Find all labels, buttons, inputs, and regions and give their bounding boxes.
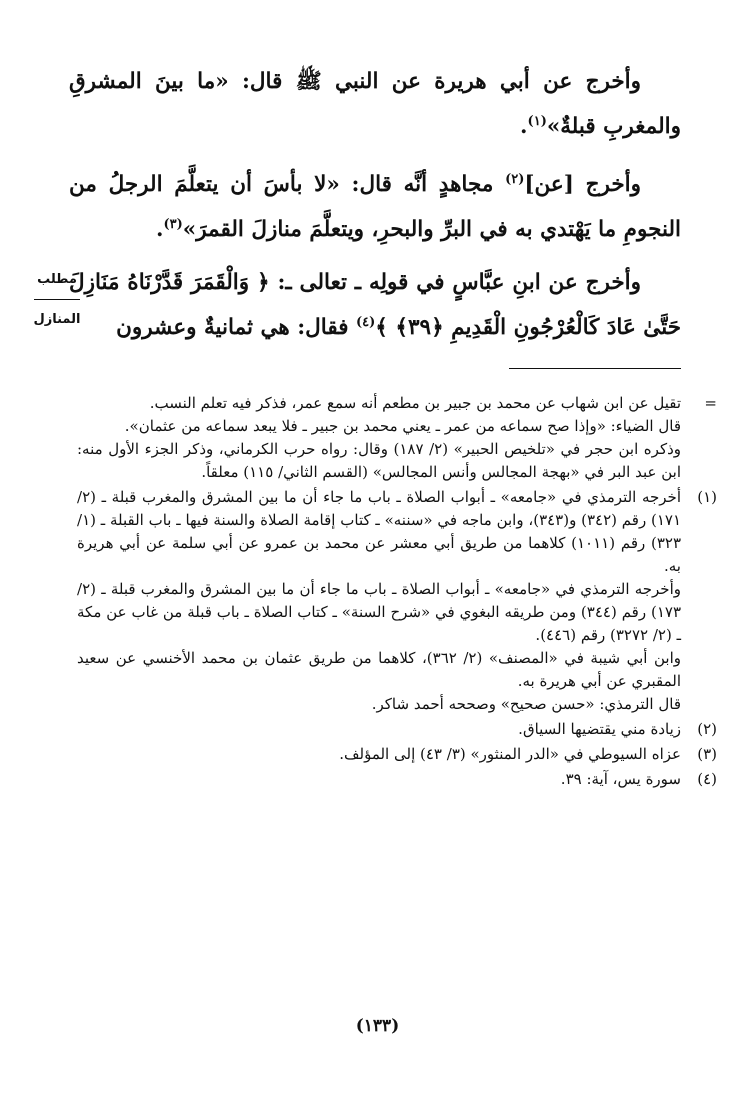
continuation-marker: = [704,394,717,412]
continuation-line: تقيل عن ابن شهاب عن محمد بن جبير بن مطعم أنه سمع عمر، فذكر فيه تعلم النسب. [149,394,681,412]
footnote-4-body [77,768,681,791]
paragraph-2 [69,160,681,250]
footnote-line: عزاه السيوطي في «الدر المنثور» (٣/ ٤٣) إلى المؤلف. [339,745,681,763]
footnote-1-body [77,486,681,716]
paragraph-3-tail: فقال: هي ثمانيةٌ وعشرون [116,315,356,341]
footnote-number: (٤) [697,770,717,788]
footnote-3-body [77,743,681,766]
footnote-2 [77,718,717,741]
footnote-line: قال الترمذي: «حسن صحيح» وصححه أحمد شاكر. [371,695,681,713]
footnote-4 [77,768,717,791]
footnote-ref-3: (٣) [163,217,183,233]
footnote-number: (٢) [697,720,717,738]
paragraph-2-text: وأخرج [عن] [524,172,641,198]
footnote-3 [77,743,717,766]
continuation-line: قال الضياء: «وإذا صح سماعه من عمر ـ يعني محمد بن جبير ـ فلا يبعد سماعه من عثمان». [124,417,681,435]
footnote-separator [509,368,681,369]
paragraph-2-tail: . [155,217,164,243]
footnote-line: وأخرجه الترمذي في «جامعه» ـ أبواب الصلاة ـ باب ما جاء أن ما بين المشرق والمغرب قبلة ـ (٢/ ١٧٣) رقم (٣٤٤) ومن طريقه البغوي في «شرح السنة» ـ كتاب الصلاة ـ باب قبلة من غاب عن مكة ـ (٢/ ٣٢٧٢) رقم (٤٤٦). [77,580,681,644]
footnote-line: وابن أبي شيبة في «المصنف» (٢/ ٣٦٢)، كلاهما من طريق عثمان بن محمد الأخنسي عن سعيد المقبري عن أبي هريرة به. [77,649,682,690]
paragraph-1 [69,62,681,147]
footnote-continuation [77,392,717,484]
footnote-ref-4: (٤) [355,315,376,331]
page-number: (١٣٣) [355,1016,400,1036]
footnote-line: زيادة مني يقتضيها السياق. [518,720,681,738]
footnote-2-body [77,718,681,741]
paragraph-2-text-cont: مجاهدٍ أنَّه قال: «لا بأسَ أن يتعلَّمَ الرجلُ من النجومِ ما يَهْتدي به في البرِّ والبحرِ، ويتعلَّمَ منازلَ القمرَ» [69,172,681,243]
footnote-1 [77,486,717,716]
paragraph-1-text: وأخرج عن أبي هريرة عن النبي ﷺ قال: «ما بينَ المشرقِ والمغربِ قبلةٌ» [69,69,681,140]
footnote-line: أخرجه الترمذي في «جامعه» ـ أبواب الصلاة ـ باب ما جاء أن ما بين المشرق والمغرب قبلة ـ (٢/ ١٧١) رقم (٣٤٢) و(٣٤٣)، وابن ماجه في «سننه» ـ كتاب إقامة الصلاة والسنة فيها ـ باب القبلة ـ (١/ ٣٢٣) رقم (١٠١١) كلاهما من طريق أبي معشر عن محمد بن عمرو عن أبي سلمة عن أبي هريرة به. [77,488,682,575]
footnote-line: سورة يس، آية: ٣٩. [560,770,681,788]
footnote-number: (٣) [697,745,717,763]
main-text-block [69,62,681,362]
margin-note-line-1: مطلب [37,272,77,287]
paragraph-3-text: وأخرج عن ابنِ عبَّاسٍ في قولِه ـ تعالى ـ: ﴿ وَالْقَمَرَ قَدَّرْنَاهُ مَنَازِلَ حَتَّىٰ عَادَ كَالْعُرْجُونِ الْقَدِيمِ ﴿٣٩﴾ ﴾ [69,270,681,341]
footnotes-block [77,392,717,793]
margin-note-heading [18,270,96,310]
continuation-line: وذكره ابن حجر في «تلخيص الحبير» (٢/ ١٨٧) وقال: رواه حرب الكرماني، وذكر الجزء الأول منه: ابن عبد البر في «بهجة المجالس وأنس المجالس» (القسم الثاني/ ١١٥) معلقاً. [77,440,682,481]
margin-note-topic: المنازل [33,312,81,327]
paragraph-3 [69,263,681,348]
footnote-ref-1: (١) [527,114,547,129]
margin-note [18,270,96,330]
footnote-continuation-body [77,392,681,484]
footnote-ref-2: (٢) [505,172,525,188]
margin-note-rule [34,299,80,300]
footnote-number: (١) [697,488,717,506]
paragraph-1-tail: . [520,114,528,140]
